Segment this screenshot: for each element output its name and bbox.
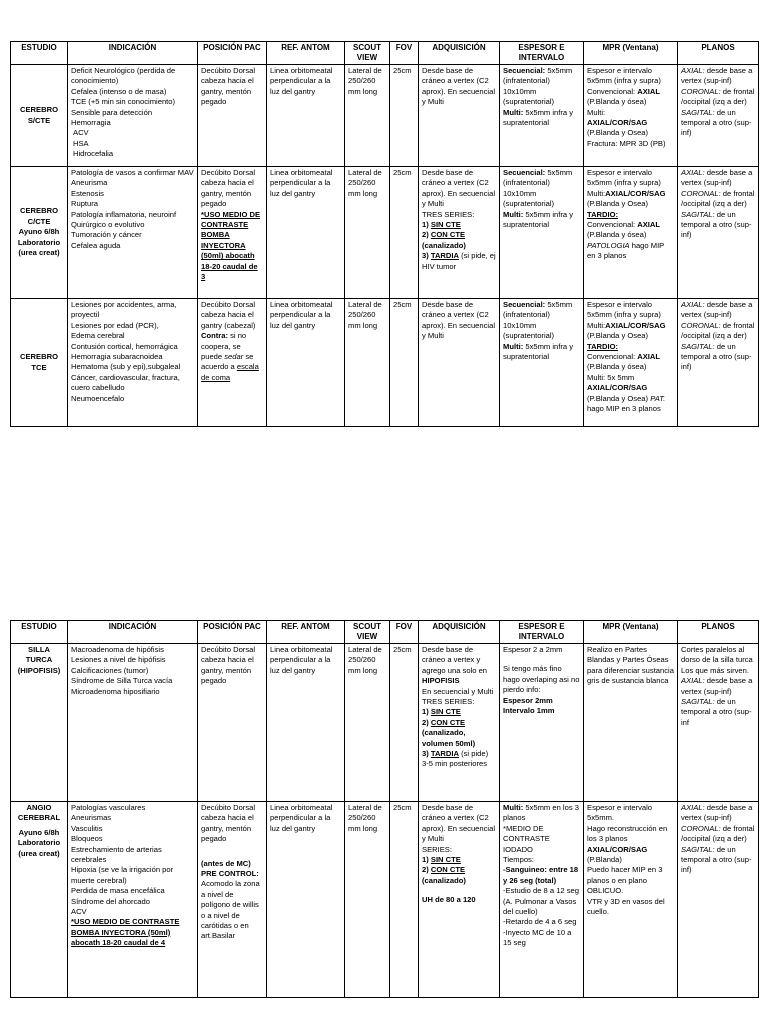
col-header-estudio: ESTUDIO (11, 621, 68, 644)
ref-cell: Linea orbitomeatal perpendicular a la luz del gantry (267, 644, 345, 802)
scout-cell: Lateral de 250/260 mm long (345, 299, 390, 427)
scout-cell: Lateral de 250/260 mm long (345, 802, 390, 998)
protocol-table-1 (10, 41, 759, 427)
fov-cell: 25cm (390, 644, 419, 802)
study-cell: SILLA TURCA (HIPOFISIS) (11, 644, 68, 802)
col-header-posicion: POSICIÓN PAC (198, 42, 267, 65)
indicacion-cell: Macroadenoma de hipófisis Lesiones a nivel de hipófisis Calcificaciones (tumor) Síndrome de Silla Turca vacía Microadenoma hiposifiario (68, 644, 198, 802)
espesor-cell: Secuencial: 5x5mm (infratentorial) 10x10mm (supratentorial) Multi: 5x5mm infra y supratentorial (500, 167, 584, 299)
study-cell: ANGIO CEREBRAL Ayuno 6/8h Laboratorio (urea creat) (11, 802, 68, 998)
protocol-table-2 (10, 620, 759, 998)
espesor-cell: Espesor 2 a 2mm Si tengo más fino hago overlaping asi no pierdo info: Espesor 2mm Intervalo 1mm (500, 644, 584, 802)
table-row (11, 167, 759, 299)
scout-cell: Lateral de 250/260 mm long (345, 167, 390, 299)
table-row (11, 65, 759, 167)
adquisicion-cell: Desde base de cráneo a vertex (C2 aprox). En secuencial y Multi (419, 65, 500, 167)
planos-cell: AXIAL: desde base a vertex (sup-inf) CORONAL: de frontal /occipital (izq a der) SAGITAL: de un temporal a otro (sup-inf) (678, 299, 759, 427)
fov-cell: 25cm (390, 65, 419, 167)
col-header-posicion: POSICIÓN PAC (198, 621, 267, 644)
col-header-scout: SCOUT VIEW (345, 42, 390, 65)
adquisicion-cell: Desde base de cráneo a vertex (C2 aprox). En secuencial y Multi SERIES: 1) SIN CTE 2) CON CTE (canalizado) UH de 80 a 120 (419, 802, 500, 998)
planos-cell: Cortes paralelos al dorso de la silla turca Los que más sirven. AXIAL: desde base a vertex (sup-inf) SAGITAL: de un temporal a otro (sup-inf (678, 644, 759, 802)
mpr-cell: Realizo en Partes Blandas y Partes Óseas para diferenciar sustancia gris de sustancia blanca (584, 644, 678, 802)
fov-cell: 25cm (390, 299, 419, 427)
espesor-cell: Secuencial: 5x5mm (infratentorial) 10x10mm (supratentorial) Multi: 5x5mm infra y supratentorial (500, 299, 584, 427)
indicacion-cell: Deficit Neurológico (perdida de conocimiento) Cefalea (intenso o de masa) TCE (+5 min sin conocimiento) Sensible para detección Hemorragia ACV HSA Hidrocefalia (68, 65, 198, 167)
ref-cell: Linea orbitomeatal perpendicular a la luz del gantry (267, 167, 345, 299)
col-header-indicacion: INDICACIÓN (68, 42, 198, 65)
indicacion-cell: Lesiones por accidentes, arma, proyectil Lesiones por edad (PCR), Edema cerebral Contusión cortical, hemorrágica Hemorragia subaracnoidea Hematoma (sub y epi),subgaleal Cáncer, cardiovascular, fractura, cuero cabelludo Neumoencefalo (68, 299, 198, 427)
col-header-indicacion: INDICACIÓN (68, 621, 198, 644)
ref-cell: Linea orbitomeatal perpendicular a la luz del gantry (267, 65, 345, 167)
study-cell: CEREBRO TCE (11, 299, 68, 427)
col-header-estudio: ESTUDIO (11, 42, 68, 65)
col-header-planos: PLANOS (678, 621, 759, 644)
adquisicion-cell: Desde base de cráneo a vertex (C2 aprox). En secuencial y Multi TRES SERIES: 1) SIN CTE 2) CON CTE (canalizado) 3) TARDIA (si pide, ej HIV tumor (419, 167, 500, 299)
espesor-cell: Multi: 5x5mm en los 3 planos *MEDIO DE CONTRASTE IODADO Tiempos: -Sanguineo: entre 18 y 26 seg (total) -Estudio de 8 a 12 seg (A. Pulmonar a Vasos del cuello) -Retardo de 4 a 6 seg -Inyecto MC de 10 a 15 seg (500, 802, 584, 998)
posicion-cell: Decúbito Dorsal cabeza hacia el gantry, mentón pegado (198, 65, 267, 167)
adquisicion-cell: Desde base de cráneo a vertex y agrego una solo en HIPOFISIS En secuencial y Multi TRES SERIES: 1) SIN CTE 2) CON CTE (canalizado, volumen 50ml) 3) TARDIA (si pide) 3-5 min posteriores (419, 644, 500, 802)
table-row (11, 644, 759, 802)
mpr-cell: Espesor e intervalo 5x5mm (infra y supra) Multi:AXIAL/COR/SAG (P.Blanda y Osea) TARDIO: Convencional: AXIAL (P.Blanda y ósea) Multi: 5x 5mm AXIAL/COR/SAG (P.Blanda y Osea) PAT. hago MIP en 3 planos (584, 299, 678, 427)
col-header-planos: PLANOS (678, 42, 759, 65)
planos-cell: AXIAL: desde base a vertex (sup-inf) CORONAL: de frontal /occipital (izq a der) SAGITAL: de un temporal a otro (sup-inf) (678, 167, 759, 299)
col-header-scout: SCOUT VIEW (345, 621, 390, 644)
fov-cell: 25cm (390, 167, 419, 299)
fov-cell: 25cm (390, 802, 419, 998)
col-header-mpr: MPR (Ventana) (584, 621, 678, 644)
header-row (11, 621, 759, 644)
col-header-mpr: MPR (Ventana) (584, 42, 678, 65)
indicacion-cell: Patología de vasos a confirmar MAV Aneurisma Estenosis Ruptura Patología inflamatoria, neuroinf Quirúrgico o evolutivo Tumoración y cáncer Cefalea aguda (68, 167, 198, 299)
indicacion-cell: Patologías vasculares Aneurismas Vasculitis Bloqueos Estrechamiento de arterias cerebrales Hipoxia (se ve la irrigación por muerte cerebral) Perdida de masa encefálica Síndrome del ahorcado ACV *USO MEDIO DE CONTRASTE BOMBA INYECTORA (50ml) abocath 18-20 caudal de 4 (68, 802, 198, 998)
planos-cell: AXIAL: desde base a vertex (sup-inf) CORONAL: de frontal /occipital (izq a der) SAGITAL: de un temporal a otro (sup-inf) (678, 65, 759, 167)
col-header-espesor: ESPESOR E INTERVALO (500, 42, 584, 65)
col-header-ref: REF. ANTOM (267, 621, 345, 644)
study-cell: CEREBRO S/CTE (11, 65, 68, 167)
posicion-cell: Decúbito Dorsal cabeza hacia el gantry, mentón pegado *USO MEDIO DE CONTRASTE BOMBA INYECTORA (50ml) abocath 18-20 caudal de 3 (198, 167, 267, 299)
col-header-fov: FOV (390, 42, 419, 65)
study-cell: CEREBRO C/CTE Ayuno 6/8h Laboratorio (urea creat) (11, 167, 68, 299)
table-row (11, 802, 759, 998)
col-header-adquisicion: ADQUISICIÓN (419, 42, 500, 65)
col-header-ref: REF. ANTOM (267, 42, 345, 65)
ref-cell: Linea orbitomeatal perpendicular a la luz del gantry (267, 802, 345, 998)
espesor-cell: Secuencial: 5x5mm (infratentorial) 10x10mm (supratentorial) Multi: 5x5mm infra y supratentorial (500, 65, 584, 167)
mpr-cell: Espesor e intervalo 5x5mm. Hago reconstrucción en los 3 planos AXIAL/COR/SAG (P.Blanda) Puedo hacer MIP en 3 planos o en plano OBLICUO. VTR y 3D en vasos del cuello. (584, 802, 678, 998)
table-row (11, 299, 759, 427)
ref-cell: Linea orbitomeatal perpendicular a la luz del gantry (267, 299, 345, 427)
header-row (11, 42, 759, 65)
posicion-cell: Decúbito Dorsal cabeza hacia el gantry, mentón pegado (198, 644, 267, 802)
col-header-espesor: ESPESOR E INTERVALO (500, 621, 584, 644)
posicion-cell: Decúbito Dorsal cabeza hacia el gantry (cabezal) Contra: si no coopera, se puede sedar se acuerdo a escala de coma (198, 299, 267, 427)
adquisicion-cell: Desde base de cráneo a vertex (C2 aprox). En secuencial y Multi (419, 299, 500, 427)
col-header-fov: FOV (390, 621, 419, 644)
posicion-cell: Decúbito Dorsal cabeza hacia el gantry, mentón pegado (antes de MC) PRE CONTROL: Acomodo la zona a nivel de polígono de willis o a nivel de carótidas o en art.Basilar (198, 802, 267, 998)
col-header-adquisicion: ADQUISICIÓN (419, 621, 500, 644)
scout-cell: Lateral de 250/260 mm long (345, 644, 390, 802)
scout-cell: Lateral de 250/260 mm long (345, 65, 390, 167)
mpr-cell: Espesor e intervalo 5x5mm (infra y supra) Convencional: AXIAL (P.Blanda y ósea) Multi: AXIAL/COR/SAG (P.Blanda y Osea) Fractura: MPR 3D (PB) (584, 65, 678, 167)
mpr-cell: Espesor e intervalo 5x5mm (infra y supra) Multi:AXIAL/COR/SAG (P.Blanda y Osea) TARDIO: Convencional: AXIAL (P.Blanda y ósea) PATOLOGIA hago MIP en 3 planos (584, 167, 678, 299)
planos-cell: AXIAL: desde base a vertex (sup-inf) CORONAL: de frontal /occipital (izq a der) SAGITAL: de un temporal a otro (sup-inf) (678, 802, 759, 998)
